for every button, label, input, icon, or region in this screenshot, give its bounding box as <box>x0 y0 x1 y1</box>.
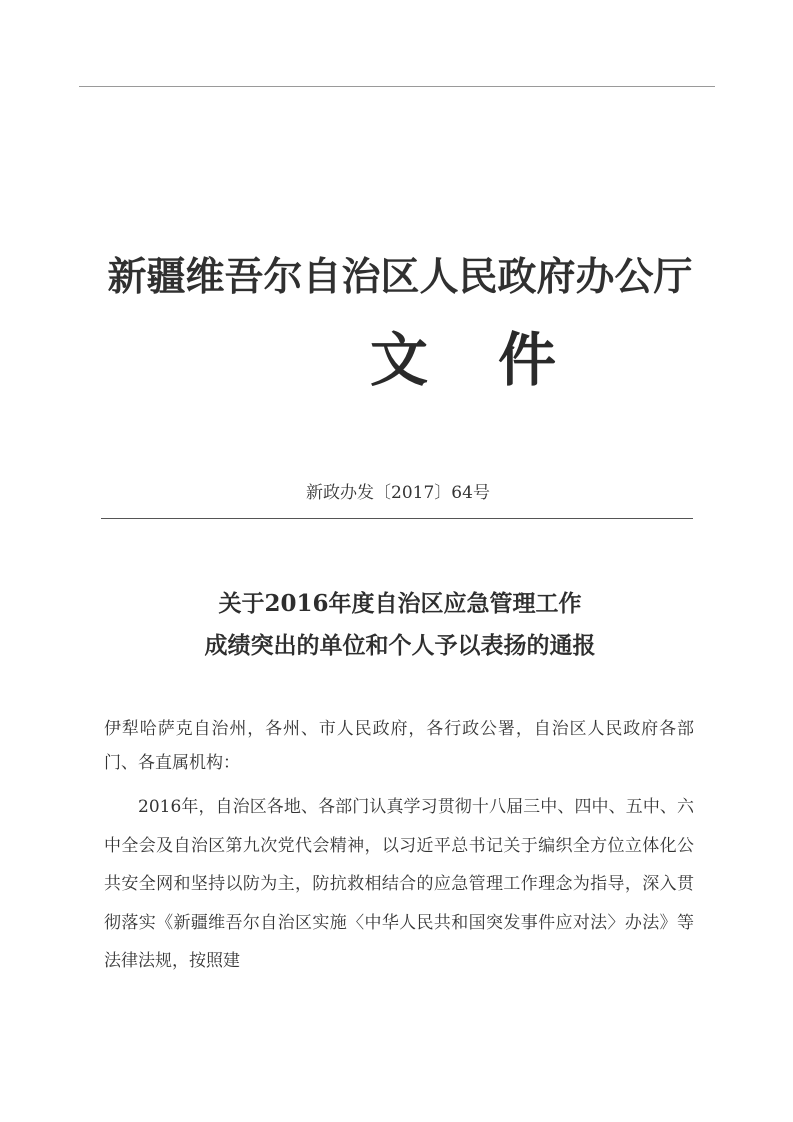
top-rule <box>79 86 715 87</box>
issuing-authority: 新疆维吾尔自治区人民政府办公厅 <box>107 254 693 300</box>
notice-title-line-1: 关于2016年度自治区应急管理工作 <box>218 590 582 617</box>
document-number: 新政办发〔2017〕64号 <box>306 483 490 503</box>
body-paragraph: 2016年，自治区各地、各部门认真学习贯彻十八届三中、四中、五中、六中全会及自治区第九次党代会精神，以习近平总书记关于编织全方位立体化公共安全网和坚持以防为主，防抗救相结合的应急管理工作理念为指导，深入贯彻落实《新疆维吾尔自治区实施〈中华人民共和国突发事件应对法〉办法》等法律法规，按照建 <box>104 797 694 971</box>
salutation: 伊犁哈萨克自治州，各州、市人民政府，各行政公署，自治区人民政府各部门、各直属机构： <box>104 719 694 773</box>
separator-rule <box>101 518 693 519</box>
document-heading: 文件 <box>370 326 627 394</box>
notice-title <box>100 583 700 667</box>
notice-title-line-2: 成绩突出的单位和个人予以表扬的通报 <box>204 632 596 659</box>
